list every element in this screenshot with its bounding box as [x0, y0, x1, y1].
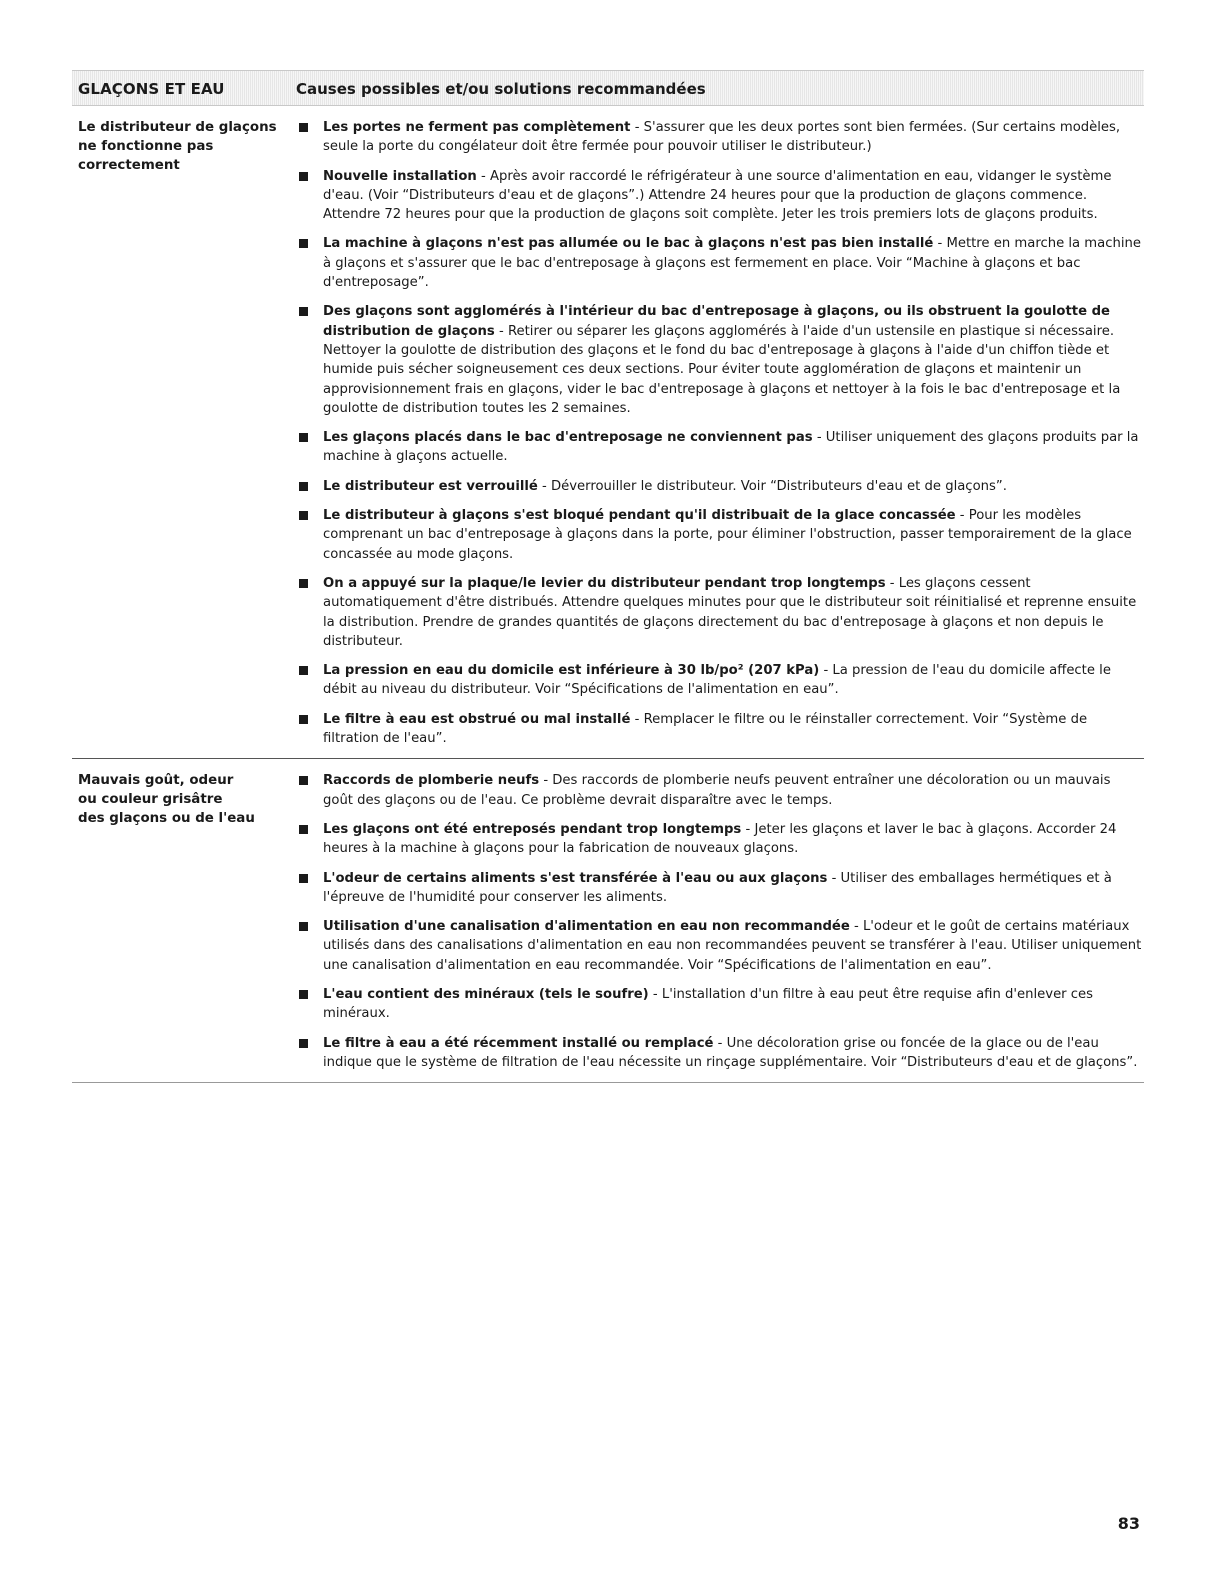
cause-title: La machine à glaçons n'est pas allumée ou le bac à glaçons n'est pas bien installé — [323, 236, 934, 252]
problem-line: Mauvais goût, odeur — [78, 773, 234, 789]
cause-text: Retirer ou séparer les glaçons agglomérés à l'aide d'un ustensile en plastique si nécessaire. Nettoyer la goulotte de distribution des glaçons et le fond du bac d'entreposage à glaçons à l'aide d'un chiffon tiède et humide puis sécher soigneusement ces deux sections. Pour éviter toute agglomération de glaçons et maintenir un approvisionnement frais en glaçons, vider le bac d'entreposage à glaçons et nettoyer à la fois le bac d'entreposage et la goulotte de distribution toutes les 2 semaines. — [323, 323, 1121, 416]
problem-line: Le distributeur de glaçons — [78, 120, 277, 135]
problem-line: des glaçons ou de l'eau — [78, 811, 255, 827]
cause-item: L'eau contient des minéraux (tels le soufre) - L'installation d'un filtre à eau peut être requise afin d'enlever ces minéraux. — [290, 985, 1144, 1024]
bullet-icon — [299, 825, 308, 834]
cause-text: Utiliser uniquement des glaçons produits par la machine à glaçons actuelle. — [323, 430, 1139, 465]
cause-item: Raccords de plomberie neufs - Des raccords de plomberie neufs peuvent entraîner une décoloration ou un mauvais goût des glaçons ou de l'eau. Ce problème devrait disparaître avec le temps. — [290, 771, 1144, 810]
cause-item: L'odeur de certains aliments s'est transférée à l'eau ou aux glaçons - Utiliser des emballages hermétiques et à l'épreuve de l'humidité pour conserver les aliments. — [290, 869, 1144, 908]
cause-text: La pression de l'eau du domicile affecte le débit au niveau du distributeur. Voir “Spécifications de l'alimentation en eau”. — [323, 663, 1111, 698]
header-causes-label: Causes possibles et/ou solutions recommandées — [296, 80, 706, 98]
cause-text: Utiliser des emballages hermétiques et à l'épreuve de l'humidité pour conserver les aliments. — [323, 870, 1112, 905]
cause-text: Après avoir raccordé le réfrigérateur à une source d'alimentation en eau, vidanger le système d'eau. (Voir “Distributeurs d'eau et de glaçons”.) Attendre 24 heures pour que la production de glaçons commence. Attendre 72 heures pour que la production de glaçons soit complète. Jeter les trois premiers lots de glaçons produits. — [323, 168, 1112, 223]
problem-line: ne fonctionne pas — [78, 139, 214, 154]
cause-text: Déverrouiller le distributeur. Voir “Distributeurs d'eau et de glaçons”. — [550, 478, 1007, 494]
cause-title: Le filtre à eau est obstrué ou mal installé — [323, 711, 631, 727]
cause-title: L'eau contient des minéraux (tels le soufre) — [323, 986, 649, 1002]
cause-title: Le filtre à eau a été récemment installé ou remplacé — [323, 1035, 714, 1051]
cause-item: Les glaçons placés dans le bac d'entreposage ne conviennent pas - Utiliser uniquement des glaçons produits par la machine à glaçons actuelle. — [290, 428, 1144, 467]
bullet-icon — [299, 1039, 308, 1048]
cause-item: Les glaçons ont été entreposés pendant trop longtemps - Jeter les glaçons et laver le bac à glaçons. Accorder 24 heures à la machine à glaçons pour la fabrication de nouveaux glaçons. — [290, 820, 1144, 859]
page-number: 83 — [1117, 1514, 1140, 1533]
troubleshooting-table — [72, 70, 1144, 1083]
cause-title: Le distributeur est verrouillé — [323, 478, 538, 494]
cause-item: Le filtre à eau est obstrué ou mal installé - Remplacer le filtre ou le réinstaller correctement. Voir “Système de filtration de l'eau”. — [290, 710, 1144, 749]
cause-item: On a appuyé sur la plaque/le levier du distributeur pendant trop longtemps - Les glaçons cessent automatiquement d'être distribués. Attendre quelques minutes pour que le distributeur soit réinitialisé et reprenne ensuite la distribution. Prendre de grandes quantités de glaçons directement du bac d'entreposage à glaçons et non depuis le distributeur. — [290, 574, 1144, 651]
cause-item: Des glaçons sont agglomérés à l'intérieur du bac d'entreposage à glaçons, ou ils obstruent la goulotte de distribution de glaçons - Retirer ou séparer les glaçons agglomérés à l'aide d'un ustensile en plastique si nécessaire. Nettoyer la goulotte de distribution des glaçons et le fond du bac d'entreposage à glaçons à l'aide d'un chiffon tiède et humide puis sécher soigneusement ces deux sections. Pour éviter toute agglomération de glaçons et maintenir un approvisionnement frais en glaçons, vider le bac d'entreposage à glaçons et nettoyer à la fois le bac d'entreposage et la goulotte de distribution toutes les 2 semaines. — [290, 302, 1144, 418]
cause-text: Une décoloration grise ou foncée de la glace ou de l'eau indique que le système de filtration de l'eau nécessite un rinçage supplémentaire. Voir “Distributeurs d'eau et de glaçons”. — [323, 1035, 1138, 1070]
cause-text: Les glaçons cessent automatiquement d'être distribués. Attendre quelques minutes pour que le distributeur soit réinitialisé et reprenne ensuite la distribution. Prendre de grandes quantités de glaçons directement du bac d'entreposage à glaçons et non depuis le distributeur. — [323, 575, 1137, 649]
cause-title: Les glaçons placés dans le bac d'entreposage ne conviennent pas — [323, 430, 813, 446]
bullet-icon — [299, 172, 308, 181]
bullet-icon — [299, 123, 308, 132]
bullet-icon — [299, 307, 308, 316]
cause-title: Les portes ne ferment pas complètement — [323, 120, 631, 135]
bullet-icon — [299, 715, 308, 724]
cause-text: Mettre en marche la machine à glaçons et s'assurer que le bac d'entreposage à glaçons est fermement en place. Voir “Machine à glaçons et bac d'entreposage”. — [323, 236, 1141, 291]
cause-item: Le distributeur est verrouillé - Déverrouiller le distributeur. Voir “Distributeurs d'eau et de glaçons”. — [290, 477, 1144, 496]
cause-item: Les portes ne ferment pas complètement - S'assurer que les deux portes sont bien fermées. (Sur certains modèles, seule la porte du congélateur doit être fermée pour pouvoir utiliser le distributeur.) — [290, 118, 1144, 157]
cause-text: L'odeur et le goût de certains matériaux utilisés dans des canalisations d'alimentation en eau non recommandées peuvent se transférer à l'eau. Utiliser uniquement une canalisation d'alimentation en eau recommandée. Voir “Spécifications de l'alimentation en eau”. — [323, 919, 1142, 973]
bullet-icon — [299, 482, 308, 491]
bullet-icon — [299, 990, 308, 999]
header-problem-label: GLAÇONS ET EAU — [78, 80, 225, 98]
problem-title — [72, 118, 290, 748]
cause-title: Les glaçons ont été entreposés pendant trop longtemps — [323, 821, 742, 837]
bullet-icon — [299, 433, 308, 442]
cause-list — [290, 118, 1144, 748]
cause-item: Utilisation d'une canalisation d'alimentation en eau non recommandée - L'odeur et le goût de certains matériaux utilisés dans des canalisations d'alimentation en eau non recommandées peuvent se transférer à l'eau. Utiliser uniquement une canalisation d'alimentation en eau recommandée. Voir “Spécifications de l'alimentation en eau”. — [290, 917, 1144, 975]
cause-text: Jeter les glaçons et laver le bac à glaçons. Accorder 24 heures à la machine à glaçons pour la fabrication de nouveaux glaçons. — [323, 821, 1117, 857]
cause-title: L'odeur de certains aliments s'est transférée à l'eau ou aux glaçons — [323, 870, 828, 886]
bullet-icon — [299, 776, 308, 785]
cause-title: Le distributeur à glaçons s'est bloqué pendant qu'il distribuait de la glace concassée — [323, 508, 956, 524]
cause-item: La machine à glaçons n'est pas allumée ou le bac à glaçons n'est pas bien installé - Mettre en marche la machine à glaçons et s'assurer que le bac d'entreposage à glaçons est fermement en place. Voir “Machine à glaçons et bac d'entreposage”. — [290, 234, 1144, 292]
section-ice-dispenser — [72, 106, 1144, 759]
cause-text: Des raccords de plomberie neufs peuvent entraîner une décoloration ou un mauvais goût des glaçons ou de l'eau. Ce problème devrait disparaître avec le temps. — [323, 773, 1111, 808]
bullet-icon — [299, 239, 308, 248]
cause-item: Nouvelle installation - Après avoir raccordé le réfrigérateur à une source d'alimentation en eau, vidanger le système d'eau. (Voir “Distributeurs d'eau et de glaçons”.) Attendre 24 heures pour que la production de glaçons commence. Attendre 72 heures pour que la production de glaçons soit complète. Jeter les trois premiers lots de glaçons produits. — [290, 167, 1144, 225]
cause-text: L'installation d'un filtre à eau peut être requise afin d'enlever ces minéraux. — [323, 986, 1094, 1022]
cause-title: Raccords de plomberie neufs — [323, 773, 540, 789]
cause-list — [290, 771, 1144, 1072]
cause-item: Le filtre à eau a été récemment installé ou remplacé - Une décoloration grise ou foncée de la glace ou de l'eau indique que le système de filtration de l'eau nécessite un rinçage supplémentaire. Voir “Distributeurs d'eau et de glaçons”. — [290, 1034, 1144, 1073]
cause-title: Nouvelle installation — [323, 168, 477, 184]
problem-line: ou couleur grisâtre — [78, 792, 223, 808]
bullet-icon — [299, 579, 308, 588]
problem-title — [72, 771, 290, 1072]
bullet-icon — [299, 666, 308, 675]
bullet-icon — [299, 874, 308, 883]
table-header — [72, 70, 1144, 106]
cause-title: La pression en eau du domicile est inférieure à 30 lb/po² (207 kPa) — [323, 663, 820, 679]
section-taste-odor — [72, 759, 1144, 1083]
bullet-icon — [299, 922, 308, 931]
cause-title: Utilisation d'une canalisation d'alimentation en eau non recommandée — [323, 919, 850, 935]
cause-text: Pour les modèles comprenant un bac d'entreposage à glaçons dans la porte, pour éliminer l'obstruction, passer temporairement de la glace concassée au mode glaçons. — [323, 508, 1132, 562]
bullet-icon — [299, 511, 308, 520]
cause-title: Des glaçons sont agglomérés à l'intérieur du bac d'entreposage à glaçons, ou ils obstruent la goulotte de distribution de glaçons — [323, 304, 1110, 339]
cause-item: Le distributeur à glaçons s'est bloqué pendant qu'il distribuait de la glace concassée - Pour les modèles comprenant un bac d'entreposage à glaçons dans la porte, pour éliminer l'obstruction, passer temporairement de la glace concassée au mode glaçons. — [290, 506, 1144, 564]
cause-text: S'assurer que les deux portes sont bien fermées. (Sur certains modèles, seule la porte du congélateur doit être fermée pour pouvoir utiliser le distributeur.) — [323, 120, 1121, 155]
problem-line: correctement — [78, 158, 180, 173]
cause-text: Remplacer le filtre ou le réinstaller correctement. Voir “Système de filtration de l'eau”. — [323, 711, 1088, 747]
cause-item: La pression en eau du domicile est inférieure à 30 lb/po² (207 kPa) - La pression de l'eau du domicile affecte le débit au niveau du distributeur. Voir “Spécifications de l'alimentation en eau”. — [290, 661, 1144, 700]
cause-title: On a appuyé sur la plaque/le levier du distributeur pendant trop longtemps — [323, 575, 886, 591]
